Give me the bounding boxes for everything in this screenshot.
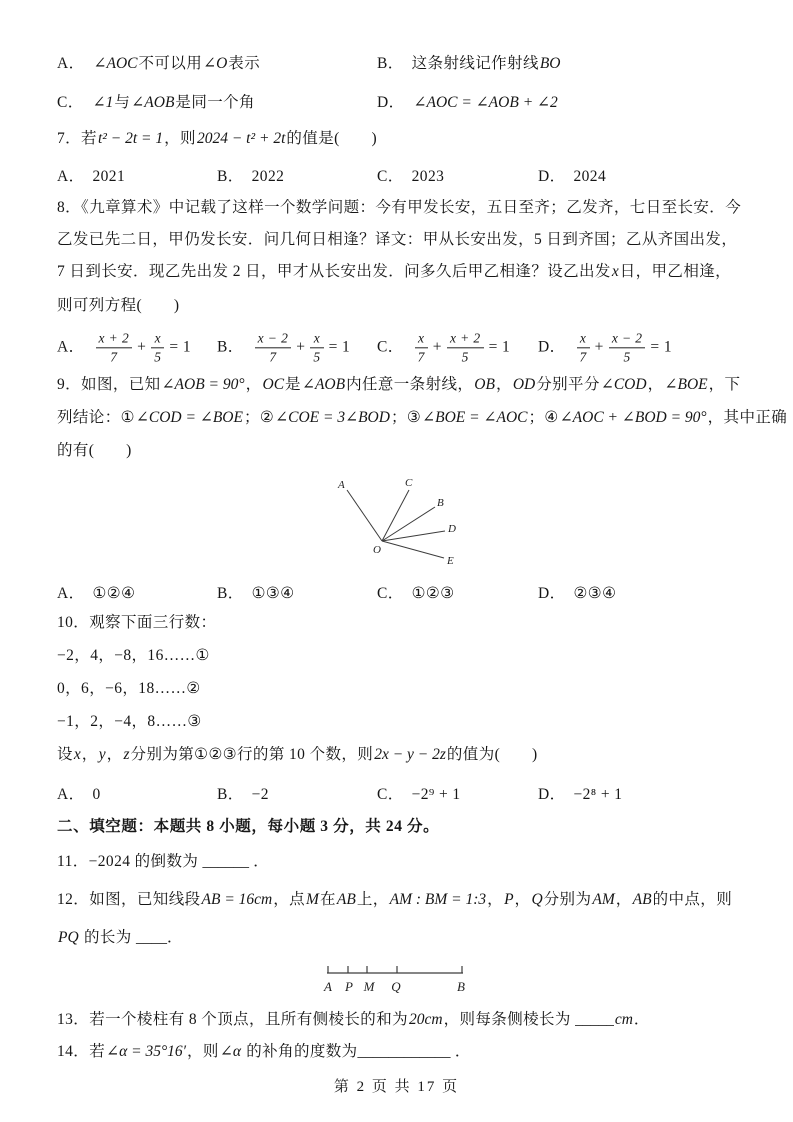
q8-line-1 <box>57 197 747 219</box>
option-label: D． <box>538 338 566 356</box>
fraction <box>96 330 133 365</box>
option-text: −2 <box>251 786 269 803</box>
q12-figure <box>320 955 480 997</box>
q8-options-row <box>57 326 747 370</box>
q9-options-row <box>57 583 747 605</box>
text-run: 的有( ) <box>57 442 132 459</box>
prev-options-row-1 <box>57 53 747 75</box>
text-run: 的值为( ) <box>446 746 538 763</box>
fraction <box>151 330 164 365</box>
math-run: PQ <box>58 929 79 946</box>
option-a <box>57 330 193 365</box>
math-run: OC <box>262 376 285 393</box>
text-run: ， <box>245 376 262 393</box>
option-text: −2⁹ + 1 <box>411 786 461 803</box>
text-run: ， <box>106 746 123 763</box>
math-run: ∠AOB = 90° <box>161 376 245 393</box>
text-run: ，则每条侧棱长为 <box>443 1011 576 1028</box>
math-run: ∠α <box>219 1043 241 1060</box>
text-run: ；② <box>243 409 275 426</box>
option-label: C． <box>377 786 404 803</box>
option-b <box>377 53 562 75</box>
text-run: ， <box>615 891 632 908</box>
text-run: 分别平分 <box>536 376 600 393</box>
numerator: x <box>154 330 162 346</box>
math-run: ∠COD <box>600 376 647 393</box>
text-run: 的值是( ) <box>286 130 378 147</box>
q12-line-2 <box>57 927 747 949</box>
text-run: 11． <box>57 853 89 870</box>
option-label: D． <box>538 585 566 602</box>
option-label: A． <box>57 168 85 185</box>
q14 <box>57 1041 747 1063</box>
option-text: ①②④ <box>92 585 136 602</box>
text-run: ，则 <box>164 130 196 147</box>
answer-blank: ______ <box>202 853 250 870</box>
denominator: 7 <box>415 348 428 366</box>
equals-run: = 1 <box>169 338 191 356</box>
option-text: ②③④ <box>573 585 617 602</box>
text-run: 9．如图，已知 <box>57 376 161 393</box>
point-label-E: E <box>447 555 454 567</box>
text-run: 的长为 <box>79 929 136 946</box>
math-run: 20cm <box>409 1011 443 1028</box>
text-run: 不可以用 <box>138 55 203 72</box>
math-run: ∠AOC <box>93 55 138 72</box>
math-run: P <box>504 891 514 908</box>
option-b <box>217 784 269 806</box>
denominator: 7 <box>255 348 292 366</box>
number-sequence: 0，6，−6，18……② <box>57 680 201 697</box>
option-label: B． <box>217 786 244 803</box>
option-label: D． <box>538 786 566 803</box>
option-d <box>538 166 606 188</box>
text-run: 在 <box>319 891 336 908</box>
text-run: ，下 <box>708 376 741 393</box>
option-a <box>57 53 260 75</box>
operator: + <box>137 338 147 356</box>
text-run: 日，甲乙相逢， <box>619 263 732 280</box>
q8-line-4 <box>57 295 747 317</box>
math-run: ∠AOC + ∠BOD = 90° <box>559 409 707 426</box>
math-run: t² − 2t = 1 <box>97 130 164 147</box>
math-run: OD <box>512 376 536 393</box>
equals-run: = 1 <box>328 338 351 356</box>
text-run: 14．若 <box>57 1043 106 1060</box>
math-run: OB <box>474 376 495 393</box>
math-run: ∠AOC = ∠AOB + ∠2 <box>413 94 558 111</box>
q7-options-row <box>57 166 747 188</box>
ray-OA <box>347 490 382 541</box>
text-run: 列结论：① <box>57 409 135 426</box>
answer-blank: ____ <box>135 929 167 946</box>
option-label: B． <box>377 55 404 72</box>
option-label: A． <box>57 786 85 803</box>
point-label-B: B <box>457 979 465 994</box>
text-run: 上， <box>356 891 389 908</box>
text-run: 8．《九章算术》中记载了这样一个数学问题：今有甲发长安，五日至齐；乙发齐，七日至长安．今 <box>57 199 742 216</box>
point-label-M: M <box>363 979 375 994</box>
text-run: 与 <box>114 94 131 111</box>
text-run: 这条射线记作射线 <box>411 55 539 72</box>
text-run: 12．如图，已知线段 <box>57 891 201 908</box>
q8-line-3 <box>57 261 747 283</box>
text-run: ． <box>633 1011 650 1028</box>
option-text: 0 <box>92 786 101 803</box>
math-run: AB = 16cm <box>201 891 273 908</box>
option-c <box>377 784 461 806</box>
point-label-B: B <box>437 497 444 509</box>
text-run: 的中点，则 <box>652 891 733 908</box>
q10-row-2 <box>57 678 747 700</box>
denominator: 5 <box>609 348 646 366</box>
math-run: AB <box>632 891 652 908</box>
math-run: x <box>73 746 81 763</box>
math-run: AM : BM = 1:3 <box>389 891 487 908</box>
point-label-C: C <box>405 477 413 489</box>
q10-title <box>57 612 747 634</box>
q10-options-row <box>57 784 747 806</box>
option-c <box>57 92 255 114</box>
option-label: C． <box>377 338 404 356</box>
numerator: x − 2 <box>257 330 289 346</box>
number-sequence: −2，4，−8，16……① <box>57 647 210 664</box>
math-run: AB <box>336 891 356 908</box>
q9-line-3 <box>57 440 747 462</box>
option-text: 2024 <box>573 168 607 185</box>
text-run: 7．若 <box>57 130 97 147</box>
math-run: BO <box>539 55 561 72</box>
option-label: B． <box>217 338 244 356</box>
equals-run: = 1 <box>650 338 672 356</box>
text-run: 是同一个角 <box>175 94 255 111</box>
answer-blank: _____ <box>575 1011 614 1028</box>
option-d <box>538 583 616 605</box>
q10-lead <box>57 744 747 766</box>
text-run: 则可列方程( ) <box>57 297 180 314</box>
math-run: ∠AOB <box>301 376 346 393</box>
option-label: D． <box>538 168 566 185</box>
q9-line-2 <box>57 407 788 429</box>
fraction <box>577 330 590 365</box>
point-label-A: A <box>338 479 345 491</box>
answer-blank: ____________ <box>357 1043 451 1060</box>
option-a <box>57 166 125 188</box>
text-run: 表示 <box>228 55 261 72</box>
fraction <box>447 330 484 365</box>
option-label: A． <box>57 55 85 72</box>
math-run: ∠BOE = ∠AOC <box>422 409 528 426</box>
option-b <box>217 583 295 605</box>
math-run: y <box>98 746 106 763</box>
option-label: A． <box>57 585 85 602</box>
option-label: C． <box>57 94 84 111</box>
q13 <box>57 1009 747 1031</box>
option-label: B． <box>217 168 244 185</box>
math-run: x <box>611 263 619 280</box>
denominator: 5 <box>151 348 164 366</box>
text-run: 乙发已先二日，甲仍发长安．问几何日相逢？译文：甲从长安出发，5 日到齐国；乙从齐国出发， <box>57 231 738 248</box>
option-label: B． <box>217 585 244 602</box>
point-label-O: O <box>373 544 381 556</box>
denominator: 7 <box>96 348 133 366</box>
text-run: 设 <box>57 746 73 763</box>
math-run: ∠O <box>203 55 228 72</box>
option-a <box>57 784 101 806</box>
text-run: 分别为 <box>543 891 592 908</box>
option-d <box>538 330 674 365</box>
denominator: 7 <box>577 348 590 366</box>
option-c <box>377 166 444 188</box>
text-run: 7 日到长安．现乙先出发 2 日，甲才从长安出发．问多久后甲乙相逢？设乙出发 <box>57 263 611 280</box>
heading-text: 二、填空题：本题共 8 小题，每小题 3 分，共 24 分。 <box>57 818 440 835</box>
math-run: AM <box>592 891 615 908</box>
option-c <box>377 583 455 605</box>
text-run: ，则 <box>187 1043 219 1060</box>
numerator: x + 2 <box>98 330 130 346</box>
equals-run: = 1 <box>488 338 511 356</box>
math-run: ∠AOB <box>131 94 175 111</box>
text-run: ， <box>81 746 98 763</box>
numerator: x <box>313 330 321 346</box>
math-run: ∠COD = ∠BOE <box>135 409 243 426</box>
ray-OB <box>382 507 435 541</box>
text-run: ． <box>249 853 270 870</box>
q9-line-1 <box>57 374 747 396</box>
option-text: 2021 <box>92 168 126 185</box>
denominator: 5 <box>310 348 323 366</box>
text-run: ， <box>514 891 531 908</box>
q9-figure <box>320 474 472 576</box>
page-number-text: 第 2 页 共 17 页 <box>333 1079 460 1095</box>
q7-stem <box>57 128 747 150</box>
math-run: ∠α = 35°16′ <box>106 1043 187 1060</box>
option-label: C． <box>377 585 404 602</box>
q11 <box>57 851 747 873</box>
option-text: ①③④ <box>251 585 295 602</box>
point-label-P: P <box>345 979 353 994</box>
text-run: ，点 <box>273 891 306 908</box>
text-run: 的倒数为 <box>130 853 203 870</box>
math-run: M <box>306 891 319 908</box>
text-run: 分别为第①②③行的第 10 个数，则 <box>130 746 374 763</box>
option-d <box>538 784 622 806</box>
text-run: ，其中正确 <box>707 409 788 426</box>
text-run: ． <box>166 929 183 946</box>
math-run: z <box>123 746 130 763</box>
page-footer <box>0 1075 793 1096</box>
point-label-Q: Q <box>391 979 401 994</box>
fraction <box>609 330 646 365</box>
option-label: D． <box>377 94 405 111</box>
math-run: ∠BOE <box>664 376 708 393</box>
option-c <box>377 330 512 365</box>
text-run: ， <box>487 891 504 908</box>
q10-row-3 <box>57 711 747 733</box>
operator: + <box>432 338 442 356</box>
math-run: 2024 − t² + 2t <box>196 130 286 147</box>
math-run: ∠1 <box>92 94 114 111</box>
math-run: ∠COE = 3∠BOD <box>275 409 390 426</box>
option-a <box>57 583 135 605</box>
ray-OC <box>382 490 409 541</box>
option-text: 2022 <box>251 168 285 185</box>
ray-OE <box>382 541 444 558</box>
numerator: x − 2 <box>611 330 643 346</box>
math-run: −2024 <box>88 853 131 870</box>
option-text: ①②③ <box>411 585 455 602</box>
option-b <box>217 166 284 188</box>
denominator: 5 <box>447 348 484 366</box>
ray-OD <box>382 531 445 541</box>
text-run: 13．若一个棱柱有 8 个顶点，且所有侧棱长的和为 <box>57 1011 409 1028</box>
math-run: 2x − y − 2z <box>374 746 446 763</box>
text-run: 10．观察下面三行数： <box>57 614 217 631</box>
q8-line-2 <box>57 229 747 251</box>
point-label-D: D <box>448 523 456 535</box>
numerator: x + 2 <box>449 330 481 346</box>
point-label-A: A <box>324 979 332 994</box>
prev-options-row-2 <box>57 92 747 114</box>
option-b <box>217 330 352 365</box>
numerator: x <box>579 330 587 346</box>
math-run: cm <box>614 1011 633 1028</box>
text-run: ；③ <box>390 409 422 426</box>
math-run: Q <box>531 891 543 908</box>
option-label: A． <box>57 338 85 356</box>
option-label: C． <box>377 168 404 185</box>
operator: + <box>594 338 604 356</box>
option-text: 2023 <box>411 168 445 185</box>
text-run: 是 <box>285 376 301 393</box>
section-2-heading <box>57 816 747 838</box>
q10-row-1 <box>57 645 747 667</box>
numerator: x <box>418 330 425 346</box>
text-run: ；④ <box>528 409 559 426</box>
option-d <box>377 92 559 114</box>
fraction <box>415 330 428 365</box>
fraction <box>255 330 292 365</box>
text-run: 的补角的度数为 <box>241 1043 358 1060</box>
number-sequence: −1，2，−4，8……③ <box>57 713 202 730</box>
text-run: 内任意一条射线， <box>346 376 474 393</box>
option-text: −2⁸ + 1 <box>573 786 623 803</box>
fraction <box>310 330 323 365</box>
text-run: ， <box>495 376 512 393</box>
text-run: ． <box>450 1043 471 1060</box>
operator: + <box>296 338 306 356</box>
text-run: ， <box>647 376 664 393</box>
q12-line-1 <box>57 889 747 911</box>
